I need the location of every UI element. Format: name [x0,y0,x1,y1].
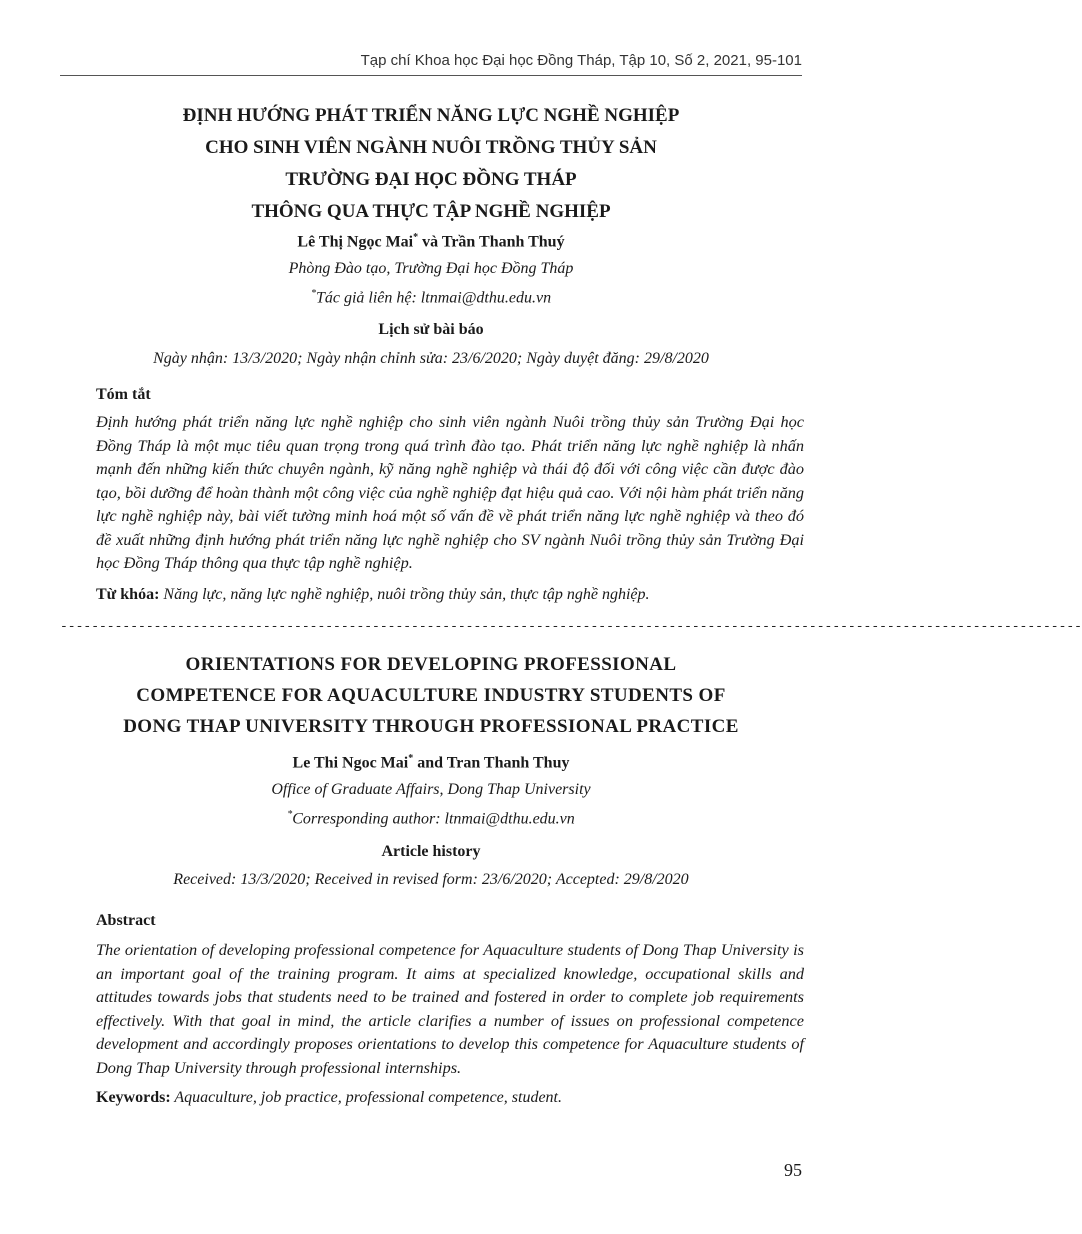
history-heading-en: Article history [381,843,481,860]
corresponding-text: Tác giả liên hệ: ltnmai@dthu.edu.vn [315,289,552,307]
title-vi-line: CHO SINH VIÊN NGÀNH NUÔI TRỒNG THỦY SẢN [205,137,657,158]
abstract-en: The orientation of developing professional competence for Aquaculture students of Dong Thap University is an important goal of the training program. It aims at specialized knowledge, occupational skills and attitudes towards jobs that students need to be trained and fostered in order to complete job requirements effectively. With that goal in mind, the article clarifies a number of issues on professional competence development and accordingly proposes orientations to develop this competence for Aquaculture students of Dong Thap University through professional internships. [96,940,804,1077]
title-vietnamese [60,100,802,228]
keywords-label: Từ khóa: [96,586,160,603]
keywords-en [96,1089,804,1107]
author-join: và Trần Thanh Thuý [418,233,565,251]
authors-vi [60,232,802,251]
history-en: Received: 13/3/2020; Received in revised form: 23/6/2020; Accepted: 29/8/2020 [173,871,689,888]
section-divider: ----------------------------------------------------------------------------------------------------------------------------------- [60,619,1082,634]
history-heading-vi: Lịch sử bài báo [378,321,484,338]
keywords-text: Năng lực, năng lực nghề nghiệp, nuôi trồng thủy sản, thực tập nghề nghiệp. [159,586,650,603]
corresponding-vi [60,288,802,307]
keywords-text: Aquaculture, job practice, professional competence, student. [170,1089,562,1106]
abstract-vi: Định hướng phát triển năng lực nghề nghiệp cho sinh viên ngành Nuôi trồng thủy sản Trường Đại học Đồng Tháp là một mục tiêu quan trọng trong quá trình đào tạo. Phát triển năng lực nghề nghiệp là nhấn mạnh đến những kiến thức chuyên ngành, kỹ năng nghề nghiệp và thái độ đối với công việc cần được đào tạo, bồi dưỡng để hoàn thành một công việc của nghề nghiệp đạt hiệu quả cao. Với nội hàm phát triển năng lực nghề nghiệp này, bài viết tường minh hoá một số vấn đề về phát triển năng lực nghề nghiệp và theo đó đề xuất những định hướng phát triển năng lực nghề nghiệp cho SV ngành Nuôi trồng thủy sản Trường Đại học Đồng Tháp thông qua thực tập nghề nghiệp. [96,412,804,572]
affiliation-vi: Phòng Đào tạo, Trường Đại học Đồng Tháp [288,260,574,277]
title-english [60,649,802,742]
keywords-label: Keywords: [96,1089,171,1106]
corresponding-mark: * [310,288,316,299]
corresponding-text: Corresponding author: ltnmai@dthu.edu.vn [292,810,575,828]
corresponding-mark: * [287,809,293,820]
keywords-vi [96,586,804,604]
title-en-line: COMPETENCE FOR AQUACULTURE INDUSTRY STUDENTS OF [136,685,726,706]
author-name: Lê Thị Ngọc Mai [297,233,414,251]
affiliation-en: Office of Graduate Affairs, Dong Thap University [271,781,591,798]
author-mark: * [413,232,419,243]
corresponding-en [60,809,802,828]
history-vi: Ngày nhận: 13/3/2020; Ngày nhận chỉnh sửa: 23/6/2020; Ngày duyệt đăng: 29/8/2020 [153,350,709,367]
author-mark: * [408,753,414,764]
authors-en [60,753,802,772]
abstract-heading-vi: Tóm tắt [96,386,151,403]
page-number: 95 [784,1160,802,1180]
title-vi-line: THÔNG QUA THỰC TẬP NGHỀ NGHIỆP [251,201,611,222]
title-vi-line: TRƯỜNG ĐẠI HỌC ĐỒNG THÁP [285,169,577,190]
title-en-line: ORIENTATIONS FOR DEVELOPING PROFESSIONAL [185,654,677,675]
abstract-heading-en: Abstract [96,912,156,929]
author-join: and Tran Thanh Thuy [413,754,570,772]
title-vi-line: ĐỊNH HƯỚNG PHÁT TRIỂN NĂNG LỰC NGHỀ NGHIỆP [182,105,680,126]
title-en-line: DONG THAP UNIVERSITY THROUGH PROFESSIONAL PRACTICE [123,716,739,737]
author-name: Le Thi Ngoc Mai [292,754,409,772]
journal-header: Tạp chí Khoa học Đại học Đồng Tháp, Tập 10, Số 2, 2021, 95-101 [60,52,802,76]
